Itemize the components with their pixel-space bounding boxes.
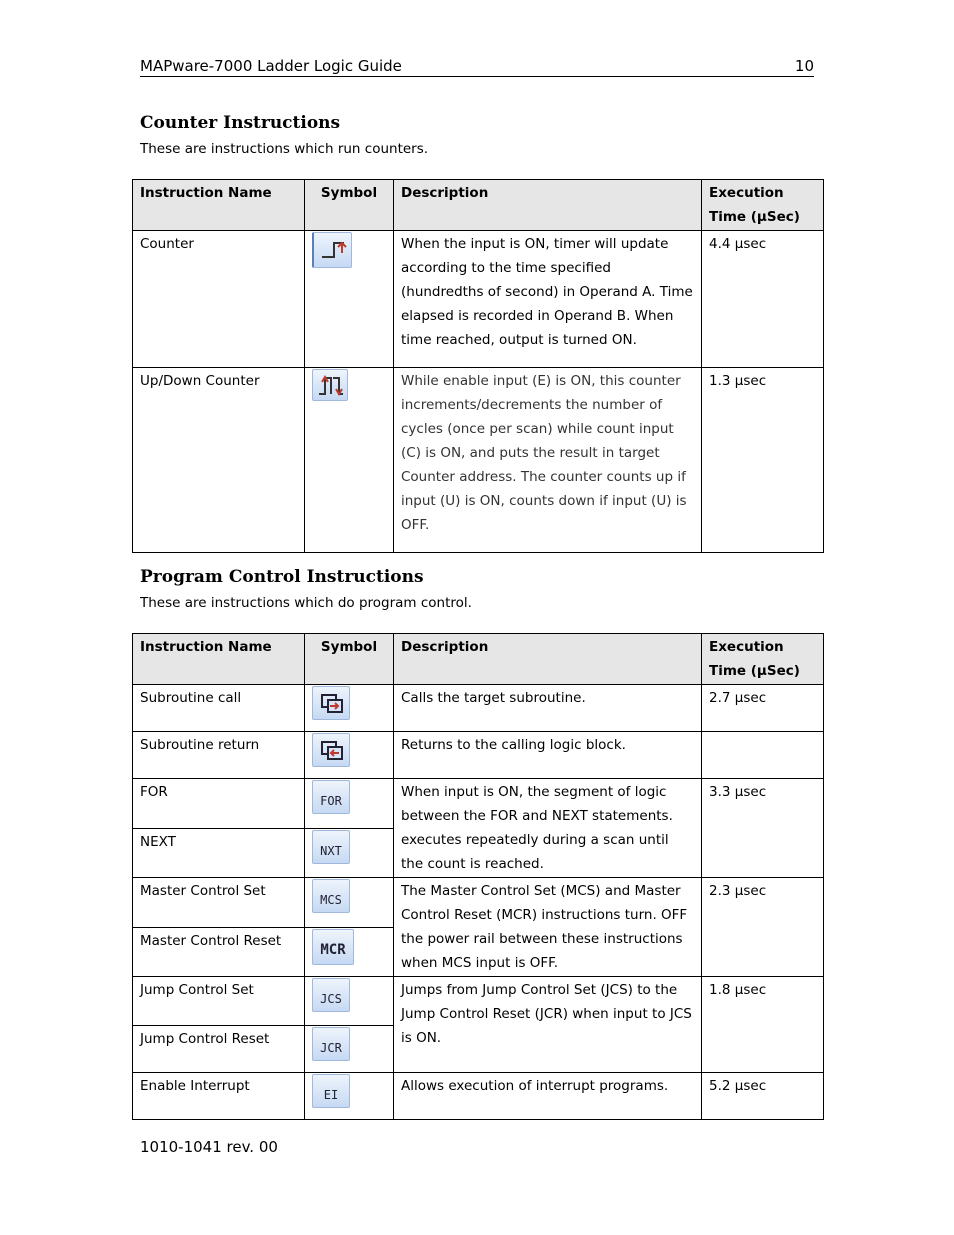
instruction-name: Jump Control Set <box>133 977 305 1026</box>
instruction-name: Jump Control Reset <box>133 1026 305 1073</box>
jcs-icon: JCS <box>312 978 350 1012</box>
instruction-description: Calls the target subroutine. <box>394 685 702 732</box>
table-row <box>133 1073 824 1120</box>
header-title: MAPware-7000 Ladder Logic Guide <box>140 57 402 75</box>
execution-time: 2.7 µsec <box>702 685 824 732</box>
execution-time: 3.3 µsec <box>702 779 824 878</box>
up-down-counter-icon <box>312 369 348 401</box>
jcr-icon: JCR <box>312 1027 350 1061</box>
footer-doc-number: 1010-1041 rev. 00 <box>140 1138 278 1156</box>
column-header: Execution Time (µSec) <box>702 634 824 685</box>
table-row <box>133 732 824 779</box>
table-row <box>133 685 824 732</box>
program-section-title: Program Control Instructions <box>140 567 424 587</box>
instruction-description: When the input is ON, timer will update according to the time specified (hundredths of second) in Operand A. Time elapsed is recorded in Operand B. When time reached, output is turned ON. <box>394 231 702 368</box>
table-row <box>133 977 824 1026</box>
subroutine-call-icon <box>312 686 350 720</box>
column-header: Instruction Name <box>133 180 305 231</box>
subroutine-return-icon <box>312 733 350 767</box>
instruction-description: When input is ON, the segment of logic between the FOR and NEXT statements. executes repeatedly during a scan until the count is reached. <box>394 779 702 878</box>
instruction-name: Enable Interrupt <box>133 1073 305 1120</box>
program-control-table <box>132 633 824 1120</box>
table-header-row <box>133 634 824 685</box>
instruction-description: Jumps from Jump Control Set (JCS) to the Jump Control Reset (JCR) when input to JCS is ON. <box>394 977 702 1073</box>
instruction-name: Master Control Reset <box>133 927 305 977</box>
column-header: Instruction Name <box>133 634 305 685</box>
table-row <box>133 231 824 368</box>
execution-time: 2.3 µsec <box>702 878 824 977</box>
page-number: 10 <box>794 57 814 75</box>
column-header: Description <box>394 180 702 231</box>
execution-time <box>702 732 824 779</box>
table-row <box>133 779 824 829</box>
instruction-name: Master Control Set <box>133 878 305 928</box>
execution-time: 5.2 µsec <box>702 1073 824 1120</box>
next-icon: NXT <box>312 830 350 864</box>
counter-icon <box>312 232 352 268</box>
page-header <box>140 57 814 77</box>
instruction-name: Subroutine return <box>133 732 305 779</box>
execution-time: 1.8 µsec <box>702 977 824 1073</box>
instruction-name: FOR <box>133 779 305 829</box>
instruction-name: Up/Down Counter <box>133 368 305 553</box>
instruction-description: Allows execution of interrupt programs. <box>394 1073 702 1120</box>
mcr-icon: MCR <box>312 929 354 965</box>
mcs-icon: MCS <box>312 879 350 913</box>
table-row <box>133 878 824 928</box>
counter-table <box>132 179 824 553</box>
instruction-description: The Master Control Set (MCS) and Master Control Reset (MCR) instructions turn. OFF the power rail between these instructions when MCS input is OFF. <box>394 878 702 977</box>
counter-section-subtitle: These are instructions which run counters. <box>140 141 429 157</box>
column-header: Description <box>394 634 702 685</box>
instruction-name: Counter <box>133 231 305 368</box>
execution-time: 1.3 µsec <box>702 368 824 553</box>
execution-time: 4.4 µsec <box>702 231 824 368</box>
instruction-description: Returns to the calling logic block. <box>394 732 702 779</box>
instruction-name: NEXT <box>133 828 305 878</box>
column-header: Execution Time (µSec) <box>702 180 824 231</box>
program-section-subtitle: These are instructions which do program control. <box>140 595 472 611</box>
instruction-name: Subroutine call <box>133 685 305 732</box>
column-header: Symbol <box>305 180 394 231</box>
instruction-description: While enable input (E) is ON, this counter increments/decrements the number of cycles (once per scan) while count input (C) is ON, and puts the result in target Counter address. The counter counts up if input (U) is ON, counts down if input (U) is OFF. <box>394 368 702 553</box>
column-header: Symbol <box>305 634 394 685</box>
counter-section-title: Counter Instructions <box>140 113 341 133</box>
table-row <box>133 368 824 553</box>
for-icon: FOR <box>312 780 350 814</box>
table-header-row <box>133 180 824 231</box>
ei-icon: EI <box>312 1074 350 1108</box>
